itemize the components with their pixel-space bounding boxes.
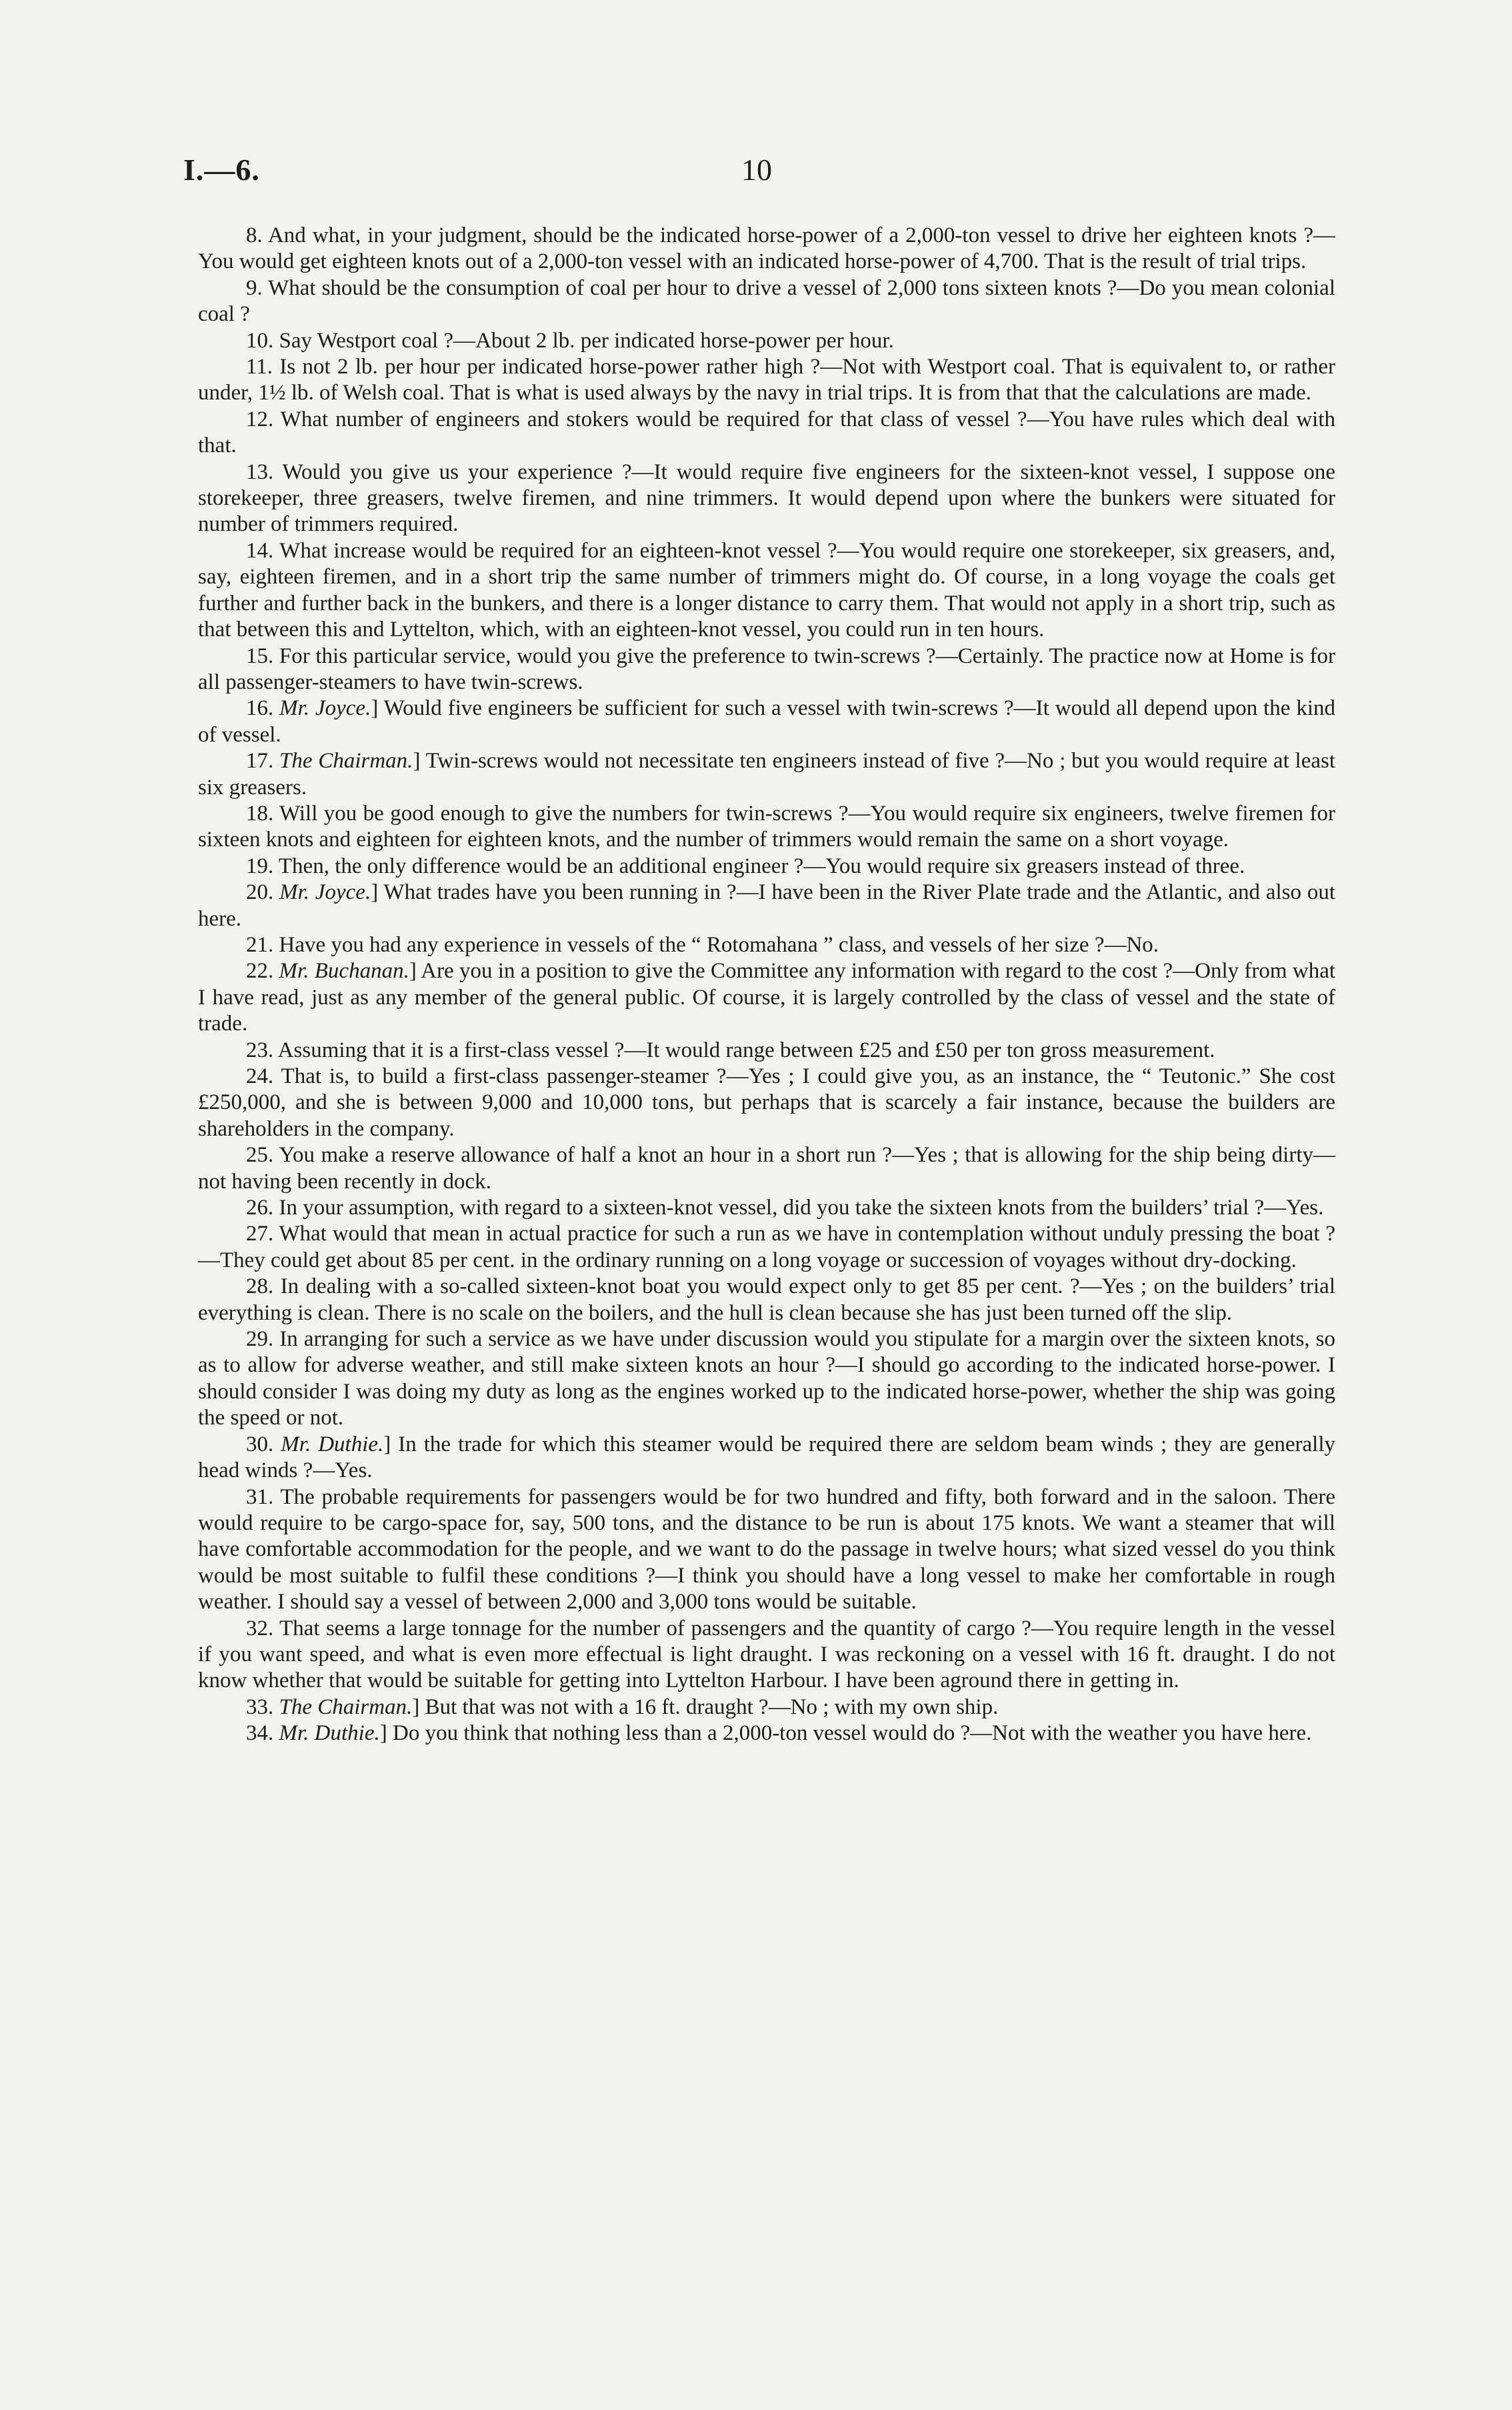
question-paragraph: 9. What should be the consumption of coal per hour to drive a vessel of 2,000 tons sixteen knots ?—Do you mean colonial coal ? [198,275,1335,327]
speaker-name: Mr. Buchanan. [279,959,409,984]
speaker-name: Mr. Joyce. [279,696,371,721]
question-paragraph: 18. Will you be good enough to give the numbers for twin-screws ?—You would require six engineers, twelve firemen for sixteen knots and eighteen for eighteen knots, and the number of trimmers would remain the same on a short voyage. [198,801,1335,852]
question-paragraph: 34. Mr. Duthie.] Do you think that nothing less than a 2,000-ton vessel would do ?—Not with the weather you have here. [246,1721,1312,1746]
question-paragraph: 30. Mr. Duthie.] In the trade for which this steamer would be required there are seldom beam winds ; they are generally head winds ?—Yes. [198,1432,1335,1483]
question-paragraph: 25. You make a reserve allowance of half a knot an hour in a short run ?—Yes ; that is allowing for the ship being dirty—not having been recently in dock. [198,1143,1335,1194]
question-paragraph: 28. In dealing with a so-called sixteen-knot boat you would expect only to get 85 per cent. ?—Yes ; on the builders’ trial everything is clean. There is no scale on the boilers, and the hull is clean because she has just been turned off the slip. [198,1274,1335,1325]
question-paragraph: 8. And what, in your judgment, should be the indicated horse-power of a 2,000-ton vessel to drive her eighteen knots ?—You would get eighteen knots out of a 2,000-ton vessel with an indicated horse-power of 4,700. That is the result of trial trips. [198,223,1335,274]
question-paragraph: 32. That seems a large tonnage for the number of passengers and the quantity of cargo ?—You require length in the vessel if you want speed, and what is even more effectual is light draught. I was reckoning on a vessel with 16 ft. draught. I do not know whether that would be suitable for getting into Lyttelton Harbour. I have been aground there in getting in. [198,1616,1335,1693]
question-paragraph: 20. Mr. Joyce.] What trades have you been running in ?—I have been in the River Plate trade and the Atlantic, and also out here. [198,880,1336,931]
evidence-text [198,223,1335,1747]
question-paragraph: 23. Assuming that it is a first-class vessel ?—It would range between £25 and £50 per ton gross measurement. [246,1038,1215,1062]
page-header [183,152,1330,199]
question-paragraph: 13. Would you give us your experience ?—It would require five engineers for the sixteen-knot vessel, I suppose one storekeeper, three greasers, twelve firemen, and nine trimmers. It would depend upon where the bunkers were situated for number of trimmers required. [198,459,1335,537]
question-paragraph: 15. For this particular service, would you give the preference to twin-screws ?—Certainly. The practice now at Home is for all passenger-steamers to have twin-screws. [198,644,1335,694]
speaker-name: The Chairman. [279,749,413,774]
question-paragraph: 26. In your assumption, with regard to a sixteen-knot vessel, did you take the sixteen knots from the builders’ trial ?—Yes. [246,1196,1324,1220]
speaker-name: The Chairman. [279,1694,413,1719]
page-number: 10 [741,153,772,187]
question-paragraph: 24. That is, to build a first-class passenger-steamer ?—Yes ; I could give you, as an instance, the “ Teutonic.” She cost £250,000, and she is between 9,000 and 10,000 tons, but perhaps that is scarcely a fair instance, because the builders are shareholders in the company. [198,1064,1335,1141]
question-paragraph: 10. Say Westport coal ?—About 2 lb. per indicated horse-power per hour. [246,328,894,353]
question-paragraph: 17. The Chairman.] Twin-screws would not necessitate ten engineers instead of five ?—No ; but you would require at least six greasers. [198,749,1335,800]
speaker-name: Mr. Duthie. [281,1432,384,1456]
question-paragraph: 19. Then, the only difference would be an additional engineer ?—You would require six greasers instead of three. [246,854,1245,878]
question-paragraph: 33. The Chairman.] But that was not with a 16 ft. draught ?—No ; with my own ship. [246,1694,999,1719]
question-paragraph: 16. Mr. Joyce.] Would five engineers be sufficient for such a vessel with twin-screws ?—It would all depend upon the kind of vessel. [198,696,1336,747]
question-paragraph: 27. What would that mean in actual practice for such a run as we have in contemplation without unduly pressing the boat ?—They could get about 85 per cent. in the ordinary running on a long voyage or succession of voyages without dry-docking. [198,1222,1335,1272]
question-paragraph: 22. Mr. Buchanan.] Are you in a position to give the Committee any information with regard to the cost ?—Only from what I have read, just as any member of the general public. Of course, it is largely controlled by the class of vessel and the state of trade. [198,959,1336,1036]
question-paragraph: 31. The probable requirements for passengers would be for two hundred and fifty, both forward and in the saloon. There would require to be cargo-space for, say, 500 tons, and the distance to be run is about 175 knots. We want a steamer that will have comfortable accommodation for the people, and we want to do the passage in twelve hours; what sized vessel do you think would be most suitable to fulfil these conditions ?—I think you should have a long vessel to make her comfortable in rough weather. I should say a vessel of between 2,000 and 3,000 tons would be suitable. [198,1484,1335,1614]
question-paragraph: 11. Is not 2 lb. per hour per indicated horse-power rather high ?—Not with Westport coal. That is equivalent to, or rather under, 1½ lb. of Welsh coal. That is what is used always by the navy in trial trips. It is from that that the calculations are made. [198,355,1335,405]
speaker-name: Mr. Joyce. [279,880,371,905]
question-paragraph: 12. What number of engineers and stokers would be required for that class of vessel ?—You have rules which deal with that. [198,407,1335,458]
question-paragraph: 29. In arranging for such a service as we have under discussion would you stipulate for a margin over the sixteen knots, so as to allow for adverse weather, and still make sixteen knots an hour ?—I should go according to the indicated horse-power. I should consider I was doing my duty as long as the engines worked up to the indicated horse-power, whether the ship was going the speed or not. [198,1327,1335,1430]
question-paragraph: 21. Have you had any experience in vessels of the “ Rotomahana ” class, and vessels of her size ?—No. [246,932,1159,957]
document-reference: I.—6. [183,153,260,187]
question-paragraph: 14. What increase would be required for an eighteen-knot vessel ?—You would require one storekeeper, six greasers, and, say, eighteen firemen, and in a short trip the same number of trimmers might do. Of course, in a long voyage the coals get further and further back in the bunkers, and there is a longer distance to carry them. That would not apply in a short trip, such as that between this and Lyttelton, which, with an eighteen-knot vessel, you could run in ten hours. [198,538,1335,642]
speaker-name: Mr. Duthie. [279,1721,380,1746]
